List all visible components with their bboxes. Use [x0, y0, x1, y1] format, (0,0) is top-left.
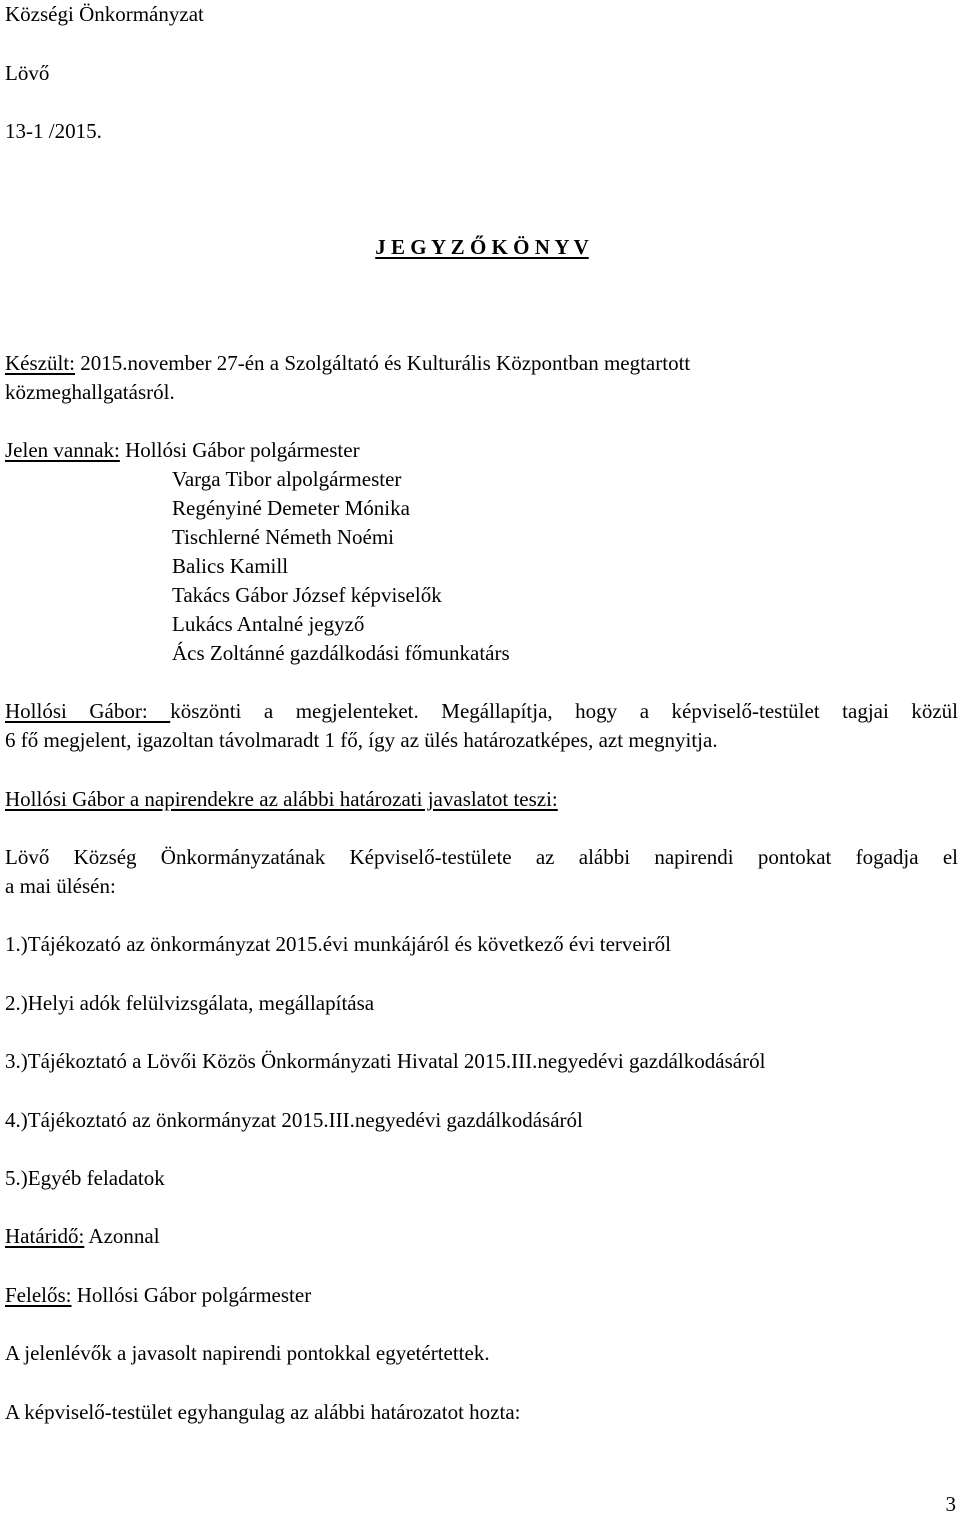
prepared-line-2: közmeghallgatásról. — [5, 380, 175, 404]
present-member: Balics Kamill — [172, 554, 289, 578]
present-member: Ács Zoltánné gazdálkodási főmunkatárs — [172, 641, 510, 665]
document-title: J E G Y Z Ő K Ö N Y V — [375, 235, 589, 259]
org-name: Községi Önkormányzat — [5, 2, 204, 26]
present-member: Lukács Antalné jegyző — [172, 612, 365, 636]
present-member: Regényiné Demeter Mónika — [172, 496, 410, 520]
greeting-line-1 — [5, 697, 958, 726]
present-member: Tischlerné Németh Noémi — [172, 525, 395, 549]
responsible-label: Felelős: — [5, 1283, 72, 1307]
deadline-value: Azonnal — [84, 1224, 160, 1248]
unanimous-text: A képviselő-testület egyhangulag az alábbi határozatot hozta: — [5, 1400, 521, 1424]
present-label: Jelen vannak: — [5, 438, 120, 462]
reference-number: 13-1 /2015. — [5, 119, 102, 143]
prepared-line — [5, 349, 690, 378]
present-member: Takács Gábor József képviselők — [172, 583, 442, 607]
present-line — [5, 436, 360, 465]
greeting-text: köszönti a megjelenteket. Megállapítja, hogy a képviselő-testület tagjai közül — [170, 699, 959, 723]
page-number: 3 — [945, 1492, 956, 1516]
responsible-value: Hollósi Gábor polgármester — [71, 1283, 312, 1307]
present-first: Hollósi Gábor polgármester — [119, 438, 360, 462]
deadline-label: Határidő: — [5, 1224, 85, 1248]
prepared-label: Készült: — [5, 351, 75, 375]
greeting-speaker: Hollósi Gábor: — [5, 699, 171, 723]
responsible-line — [5, 1281, 311, 1310]
resolution-line-1: Lövő Község Önkormányzatának Képviselő-testülete az alábbi napirendi pontokat fogadja el — [5, 845, 958, 869]
deadline-line — [5, 1222, 160, 1251]
agenda-item: 1.)Tájékozató az önkormányzat 2015.évi munkájáról és következő évi terveiről — [5, 932, 671, 956]
present-member: Varga Tibor alpolgármester — [172, 467, 402, 491]
agenda-item: 3.)Tájékoztató a Lövői Közös Önkormányzati Hivatal 2015.III.negyedévi gazdálkodásáról — [5, 1049, 766, 1073]
prepared-text: 2015.november 27-én a Szolgáltató és Kulturális Központban megtartott — [74, 351, 691, 375]
agenda-item: 4.)Tájékoztató az önkormányzat 2015.III.negyedévi gazdálkodásáról — [5, 1108, 583, 1132]
agenda-item: 2.)Helyi adók felülvizsgálata, megállapítása — [5, 991, 375, 1015]
greeting-line-2: 6 fő megjelent, igazoltan távolmaradt 1 fő, így az ülés határozatképes, azt megnyitja. — [5, 728, 718, 752]
agenda-item: 5.)Egyéb feladatok — [5, 1166, 165, 1190]
resolution-line-2: a mai ülésén: — [5, 874, 116, 898]
place-name: Lövő — [5, 61, 50, 85]
agreement-text: A jelenlévők a javasolt napirendi pontokkal egyetértettek. — [5, 1341, 490, 1365]
proposal-intro: Hollósi Gábor a napirendekre az alábbi határozati javaslatot teszi: — [5, 787, 558, 811]
